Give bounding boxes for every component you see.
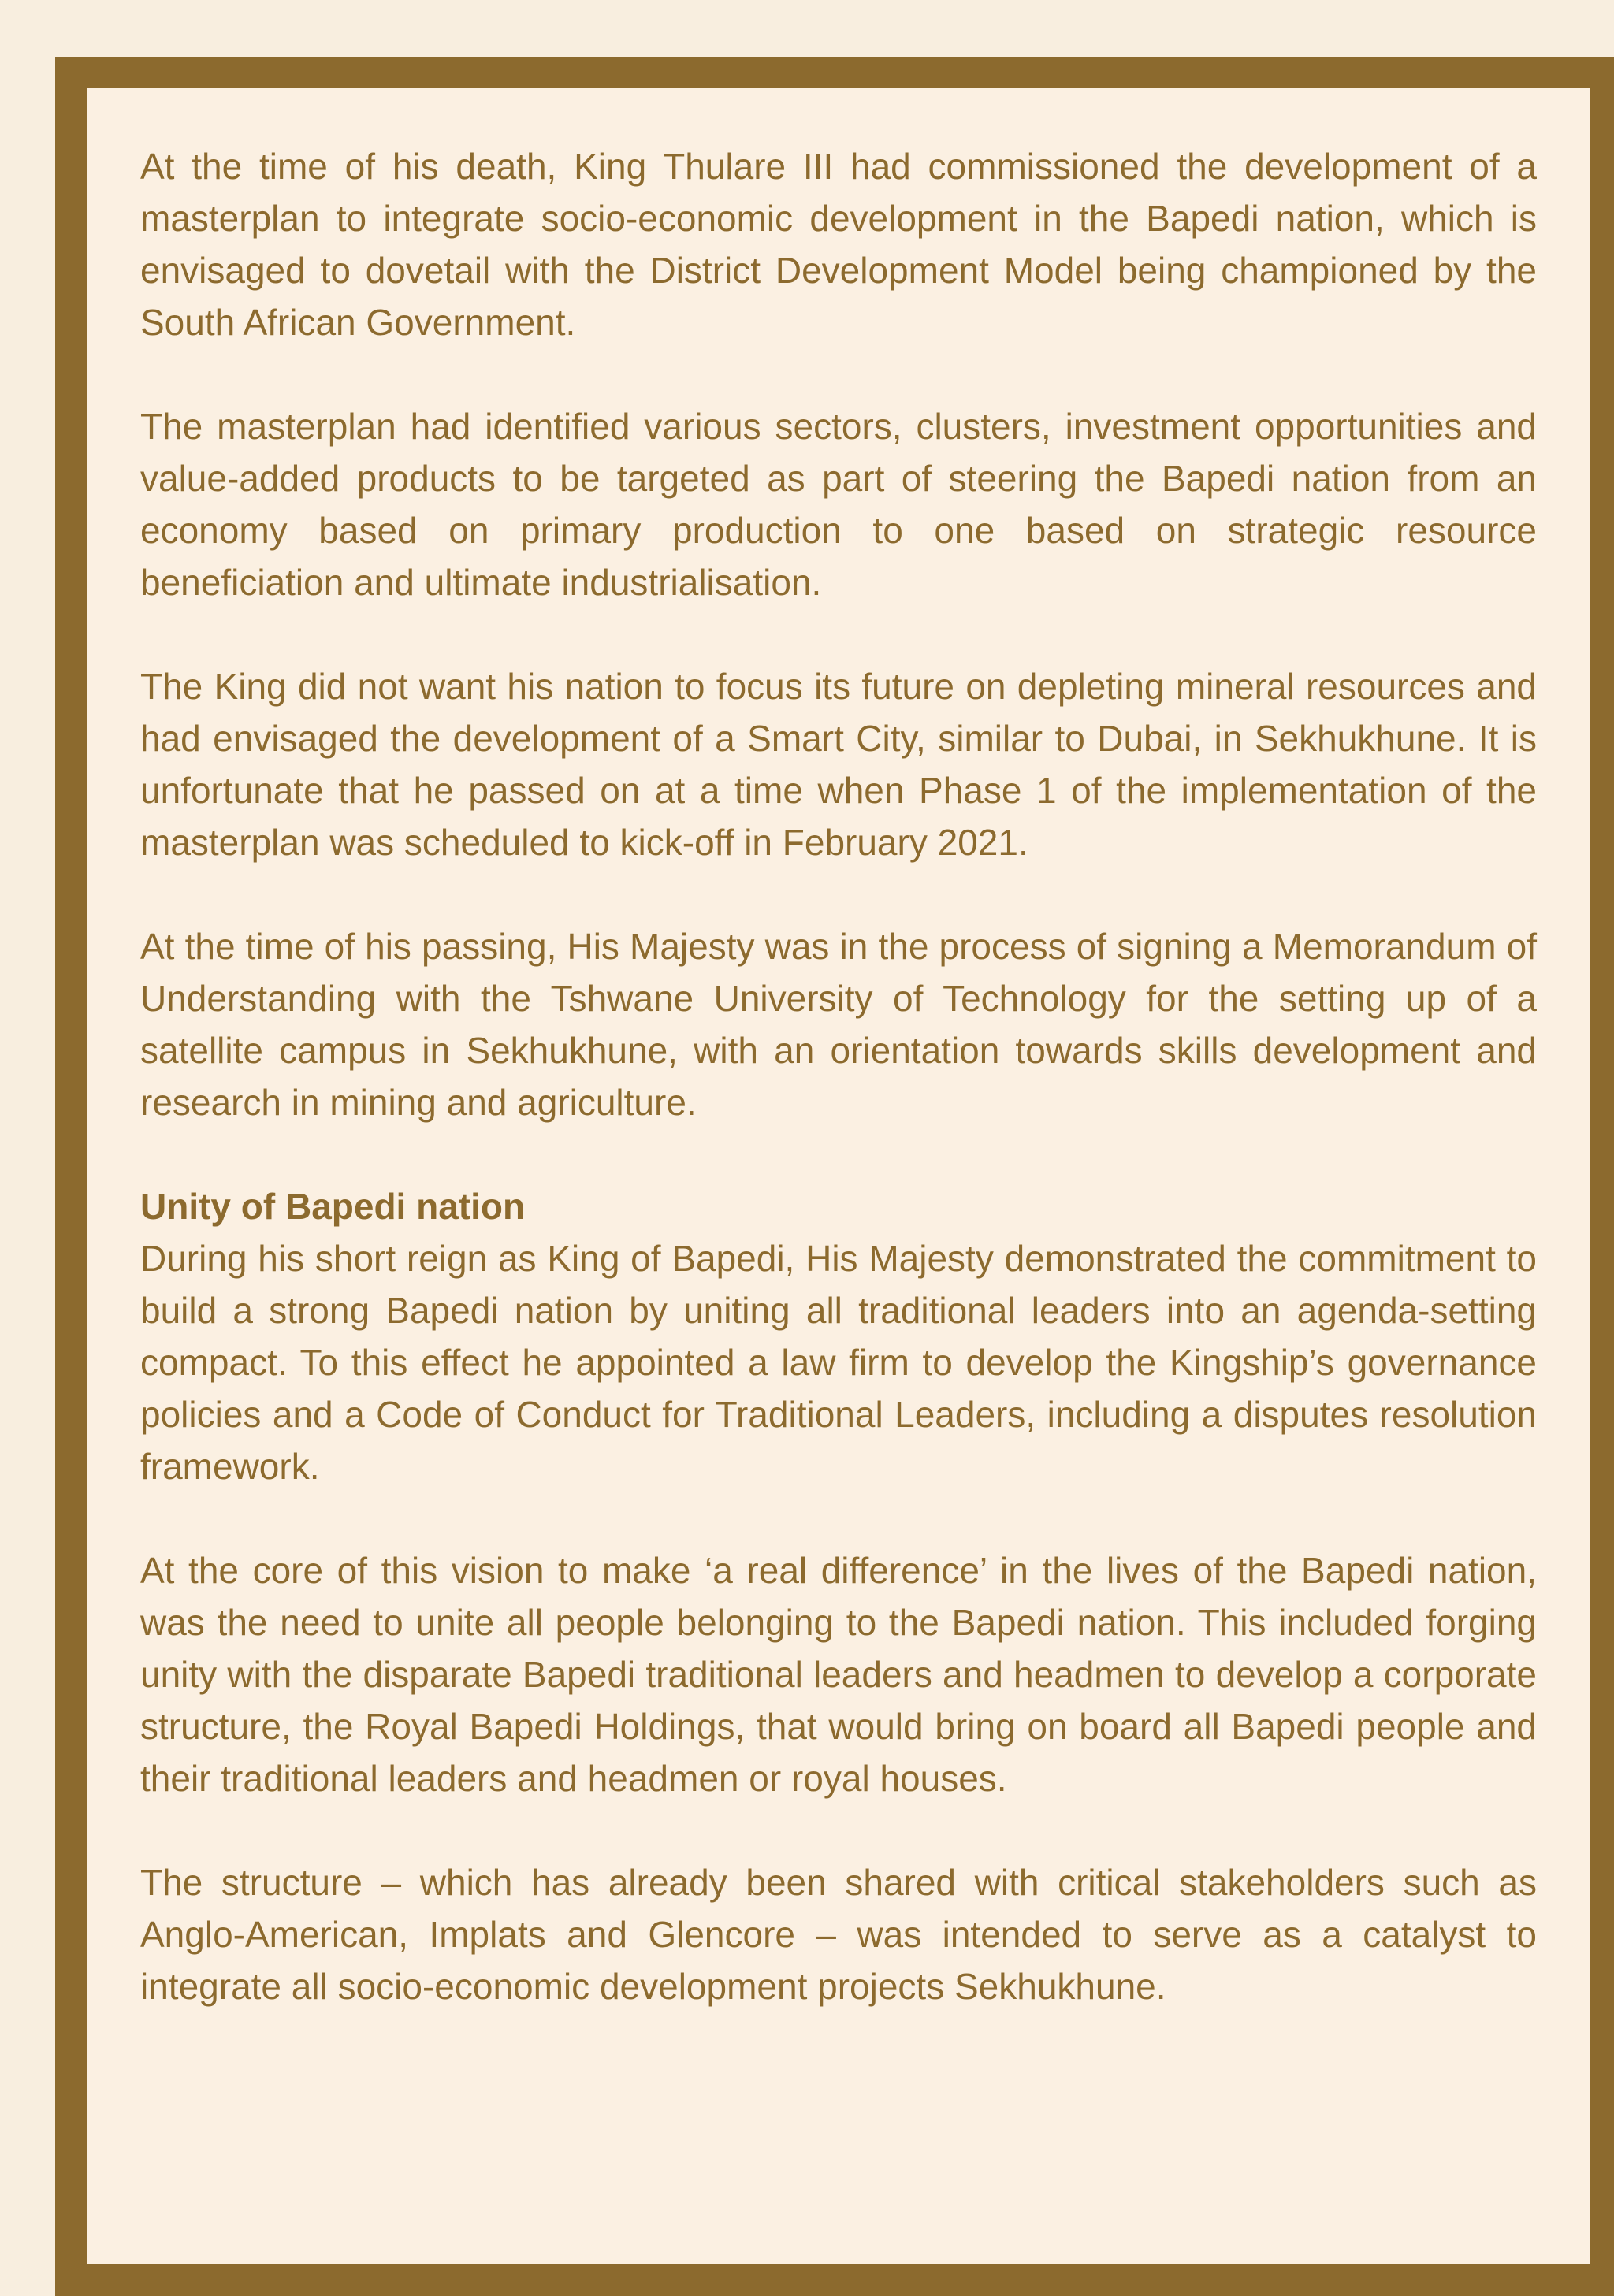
paragraph-structure-catalyst: The structure – which has already been shared with critical stakeholders such as Anglo-American, Implats and Glencore – was intended to serve as a catalyst to integrate all socio-economic development projects Sekhukhune. xyxy=(140,1862,1537,2007)
section-heading: Unity of Bapedi nation xyxy=(140,1186,526,1227)
document-body xyxy=(140,140,1537,2064)
paragraph-smart-city: The King did not want his nation to focus its future on depleting mineral resources and had envisaged the development of a Smart City, similar to Dubai, in Sekhukhune. It is unfortunate that he passed on at a time when Phase 1 of the implementation of the masterplan was scheduled to kick-off in February 2021. xyxy=(140,666,1537,863)
paragraph-tut-memorandum: At the time of his passing, His Majesty was in the process of signing a Memorandum of Understanding with the Tshwane University of Technology for the setting up of a satellite campus in Sekhukhune, with an orientation towards skills development and research in mining and agriculture. xyxy=(140,926,1537,1123)
paragraph-masterplan-commission: At the time of his death, King Thulare III had commissioned the development of a masterplan to integrate socio-economic development in the Bapedi nation, which is envisaged to dovetail with the District Development Model being championed by the South African Government. xyxy=(140,146,1537,343)
paragraph-short-reign: During his short reign as King of Bapedi, His Majesty demonstrated the commitment to build a strong Bapedi nation by uniting all traditional leaders into an agenda-setting compact. To this effect he appointed a law firm to develop the Kingship’s governance policies and a Code of Conduct for Traditional Leaders, including a disputes resolution framework. xyxy=(140,1238,1537,1487)
paragraph-real-difference: At the core of this vision to make ‘a real difference’ in the lives of the Bapedi nation, was the need to unite all people belonging to the Bapedi nation. This included forging unity with the disparate Bapedi traditional leaders and headmen to develop a corporate structure, the Royal Bapedi Holdings, that would bring on board all Bapedi people and their traditional leaders and headmen or royal houses. xyxy=(140,1550,1537,1799)
section-unity xyxy=(140,1180,1537,2012)
paragraph-masterplan-sectors: The masterplan had identified various sectors, clusters, investment opportunities and value-added products to be targeted as part of steering the Bapedi nation from an economy based on primary production to one based on strategic resource beneficiation and ultimate industrialisation. xyxy=(140,406,1537,603)
document-frame xyxy=(55,57,1614,2296)
